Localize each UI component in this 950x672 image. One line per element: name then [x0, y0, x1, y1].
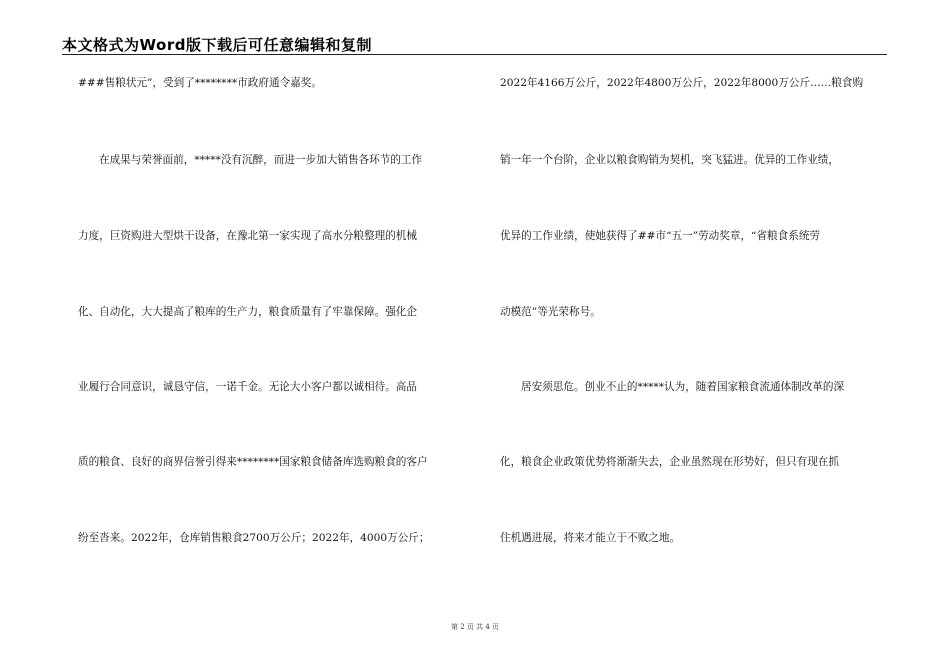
text-line: 住机遇进展，将来才能立于不败之地。	[500, 532, 681, 544]
document-header-title: 本文格式为Word版下载后可任意编辑和复制	[62, 36, 372, 54]
text-line: 在成果与荣誉面前，*****没有沉醉，而进一步加大销售各环节的工作	[99, 154, 423, 166]
text-line: 优异的工作业绩，使她获得了##市“五一”劳动奖章，“省粮食系统劳	[500, 230, 821, 242]
text-line: 业履行合同意识，诚恳守信，一诺千金。无论大小客户都以诚相待。高品	[78, 381, 417, 393]
text-line: 力度，巨资购进大型烘干设备，在豫北第一家实现了高水分粮整理的机械	[78, 230, 417, 242]
text-line: 化、自动化，大大提高了粮库的生产力，粮食质量有了牢靠保障。强化企	[78, 306, 417, 318]
text-line: 动模范”等光荣称号。	[500, 306, 601, 318]
text-line: 销一年一个台阶，企业以粮食购销为契机，突飞猛进。优异的工作业绩，	[500, 154, 839, 166]
text-line: 2022年4166万公斤，2022年4800万公斤，2022年8000万公斤……粮食购	[500, 77, 864, 89]
text-line: 化，粮食企业政策优势将渐渐失去，企业虽然现在形势好，但只有现在抓	[500, 456, 839, 468]
page-number: 第 2 页 共 4 页	[450, 623, 500, 631]
text-line: 纷至沓来。2022年，仓库销售粮食2700万公斤；2022年，4000万公斤；	[78, 532, 430, 544]
text-line: 居安须思危。创业不止的*****认为，随着国家粮食流通体制改革的深	[521, 381, 845, 393]
text-line: ###售粮状元”，受到了********市政府通令嘉奖。	[78, 77, 322, 89]
header-divider	[62, 54, 887, 55]
text-line: 质的粮食、良好的商界信誉引得来********国家粮食储备库选购粮食的客户	[78, 456, 428, 468]
